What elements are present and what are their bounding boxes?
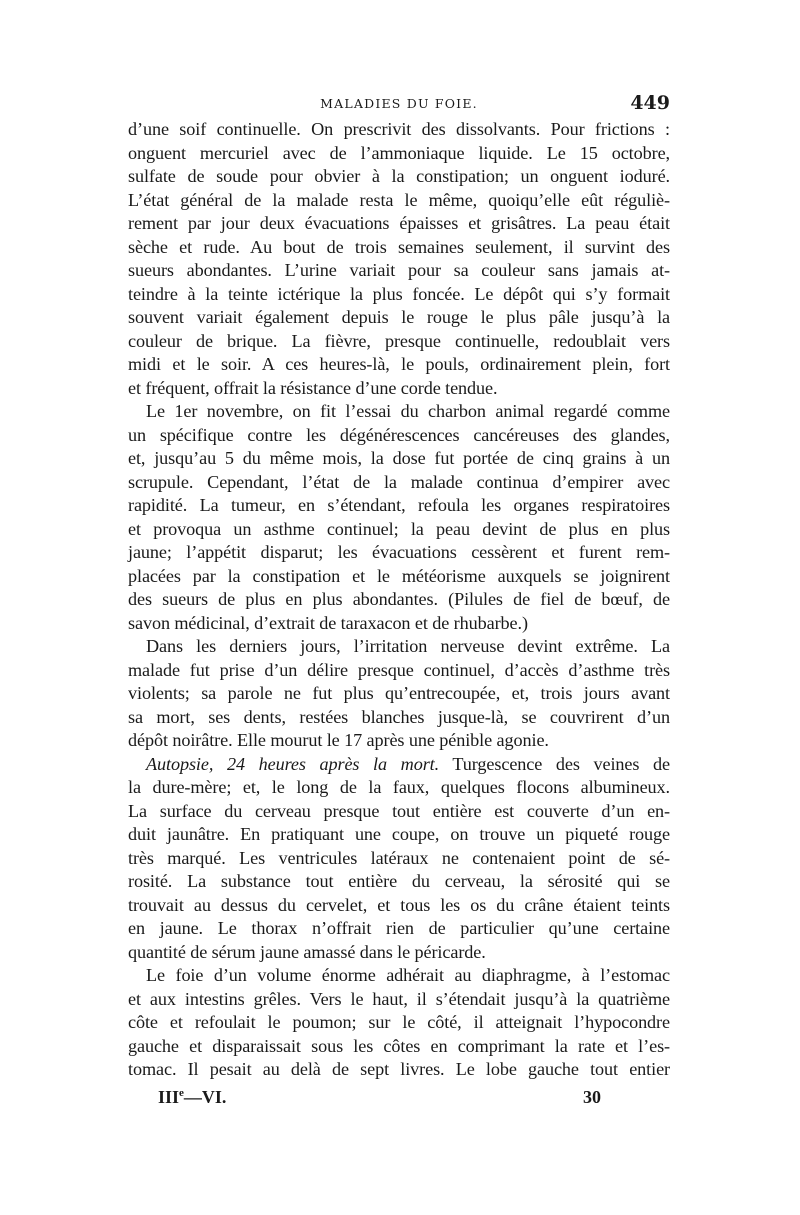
text-line <box>128 776 670 800</box>
signature-main: III <box>158 1086 180 1107</box>
line-text: gauche et disparaissait sous les côtes en comprimant la rate et l’es- <box>128 1035 670 1056</box>
text-line <box>128 964 670 988</box>
text-line <box>128 1035 670 1059</box>
text-line <box>128 1058 670 1082</box>
text-line <box>128 236 670 260</box>
text-line <box>128 659 670 683</box>
line-text: jaune; l’appétit disparut; les évacuations cessèrent et furent rem- <box>128 542 670 562</box>
line-text: Le foie d’un volume énorme adhérait au diaphragme, à l’estomac <box>146 965 670 985</box>
text-line <box>128 447 670 471</box>
text-line <box>128 635 670 659</box>
line-text: sulfate de soude pour obvier à la constipation; un onguent ioduré. <box>128 166 670 186</box>
signature-mark <box>158 1087 226 1108</box>
line-text: et, jusqu’au 5 du même mois, la dose fut portée de cinq grains à un <box>128 448 670 468</box>
text-line <box>128 377 670 401</box>
text-line <box>128 823 670 847</box>
line-text: souvent variait également depuis le rouge le plus pâle jusqu’à la <box>128 307 670 327</box>
line-text: quantité de sérum jaune amassé dans le péricarde. <box>128 941 486 962</box>
line-text: rapidité. La tumeur, en s’étendant, refoula les organes respiratoires <box>128 495 670 515</box>
line-text: malade fut prise d’un délire presque continuel, d’accès d’asthme très <box>128 659 670 680</box>
line-text: sueurs abondantes. L’urine variait pour sa couleur sans jamais at- <box>128 260 670 280</box>
running-title: MALADIES DU FOIE. <box>320 96 478 111</box>
text-line <box>128 518 670 542</box>
body-text <box>128 118 670 1082</box>
text-line <box>128 212 670 236</box>
text-line <box>128 588 670 612</box>
paragraph <box>128 753 670 965</box>
line-text: La surface du cerveau presque tout entière est couverte d’un en- <box>128 800 670 821</box>
line-text: Turgescence des veines de <box>439 753 670 774</box>
text-line <box>128 870 670 894</box>
line-text: dépôt noirâtre. Elle mourut le 17 après une pénible agonie. <box>128 730 549 750</box>
book-page <box>128 92 670 1111</box>
text-line <box>128 1011 670 1035</box>
text-line <box>128 612 670 636</box>
text-line <box>128 494 670 518</box>
text-line <box>128 847 670 871</box>
line-text: sa mort, ses dents, restées blanches jusque-là, se couvrirent d’un <box>128 706 670 727</box>
line-text: côte et refoulait le poumon; sur le côté, il atteignait l’hypocondre <box>128 1012 670 1032</box>
line-text: savon médicinal, d’extrait de taraxacon et de rhubarbe.) <box>128 612 528 633</box>
line-text: rosité. La substance tout entière du cerveau, la sérosité qui se <box>128 871 670 891</box>
line-text: duit jaunâtre. En pratiquant une coupe, on trouve un piqueté rouge <box>128 824 670 844</box>
line-text: L’état général de la malade resta le même, quoiqu’elle eût réguliè- <box>128 189 670 210</box>
text-line <box>128 165 670 189</box>
text-line <box>128 424 670 448</box>
line-text: teindre à la teinte ictérique la plus foncée. Le dépôt qui s’y formait <box>128 283 670 304</box>
text-line <box>128 142 670 166</box>
text-line <box>128 706 670 730</box>
line-text: la dure-mère; et, le long de la faux, quelques flocons albumineux. <box>128 777 670 797</box>
page-number: 449 <box>630 92 670 114</box>
line-text: trouvait au dessus du cervelet, et tous les os du crâne étaient teints <box>128 894 670 915</box>
running-head <box>128 92 670 116</box>
text-line <box>128 259 670 283</box>
text-line <box>128 306 670 330</box>
text-line <box>128 682 670 706</box>
page-footer <box>128 1085 670 1111</box>
line-text: en jaune. Le thorax n’offrait rien de particulier qu’une certaine <box>128 918 670 938</box>
line-text: sèche et rude. Au bout de trois semaines seulement, il survint des <box>128 236 670 257</box>
text-line <box>128 189 670 213</box>
text-line <box>128 988 670 1012</box>
section-heading: Autopsie, 24 heures après la mort. <box>146 753 440 774</box>
line-text: violents; sa parole ne fut plus qu’entrecoupée, et, trois jours avant <box>128 683 670 703</box>
line-text: et provoqua un asthme continuel; la peau devint de plus en plus <box>128 518 670 539</box>
text-line <box>128 353 670 377</box>
line-text: placées par la constipation et le météorisme auxquels se joignirent <box>128 565 670 586</box>
paragraph <box>128 964 670 1082</box>
text-line <box>128 471 670 495</box>
signature-sup: e <box>179 1086 184 1099</box>
paragraph <box>128 118 670 400</box>
text-line <box>128 400 670 424</box>
line-text: Le 1er novembre, on fit l’essai du charbon animal regardé comme <box>146 401 670 421</box>
line-text: et fréquent, offrait la résistance d’une corde tendue. <box>128 377 498 398</box>
text-line <box>128 894 670 918</box>
text-line <box>128 283 670 307</box>
text-line <box>128 753 670 777</box>
line-text: onguent mercuriel avec de l’ammoniaque liquide. Le 15 octobre, <box>128 142 670 163</box>
line-text: et aux intestins grêles. Vers le haut, il s’étendait jusqu’à la quatrième <box>128 988 670 1009</box>
text-line <box>128 800 670 824</box>
text-line <box>128 565 670 589</box>
text-line <box>128 941 670 965</box>
text-line <box>128 729 670 753</box>
text-line <box>128 118 670 142</box>
line-text: scrupule. Cependant, l’état de la malade continua d’empirer avec <box>128 471 670 492</box>
line-text: rement par jour deux évacuations épaisses et grisâtres. La peau était <box>128 213 670 233</box>
paragraph <box>128 400 670 635</box>
line-text: d’une soif continuelle. On prescrivit des dissolvants. Pour frictions : <box>128 119 670 139</box>
text-line <box>128 330 670 354</box>
sheet-number: 30 <box>583 1086 601 1107</box>
line-text: Dans les derniers jours, l’irritation nerveuse devint extrême. La <box>146 636 670 656</box>
line-text: midi et le soir. A ces heures-là, le pouls, ordinairement plein, fort <box>128 354 670 374</box>
line-text: des sueurs de plus en plus abondantes. (Pilules de fiel de bœuf, de <box>128 589 670 609</box>
line-text: couleur de brique. La fièvre, presque continuelle, redoublait vers <box>128 330 670 351</box>
signature-rest: —VI. <box>183 1086 227 1107</box>
line-text: un spécifique contre les dégénérescences cancéreuses des glandes, <box>128 424 670 445</box>
text-line <box>128 541 670 565</box>
paragraph <box>128 635 670 753</box>
line-text: très marqué. Les ventricules latéraux ne contenaient point de sé- <box>128 847 670 868</box>
line-text: tomac. Il pesait au delà de sept livres. Le lobe gauche tout entier <box>128 1059 670 1079</box>
text-line <box>128 917 670 941</box>
